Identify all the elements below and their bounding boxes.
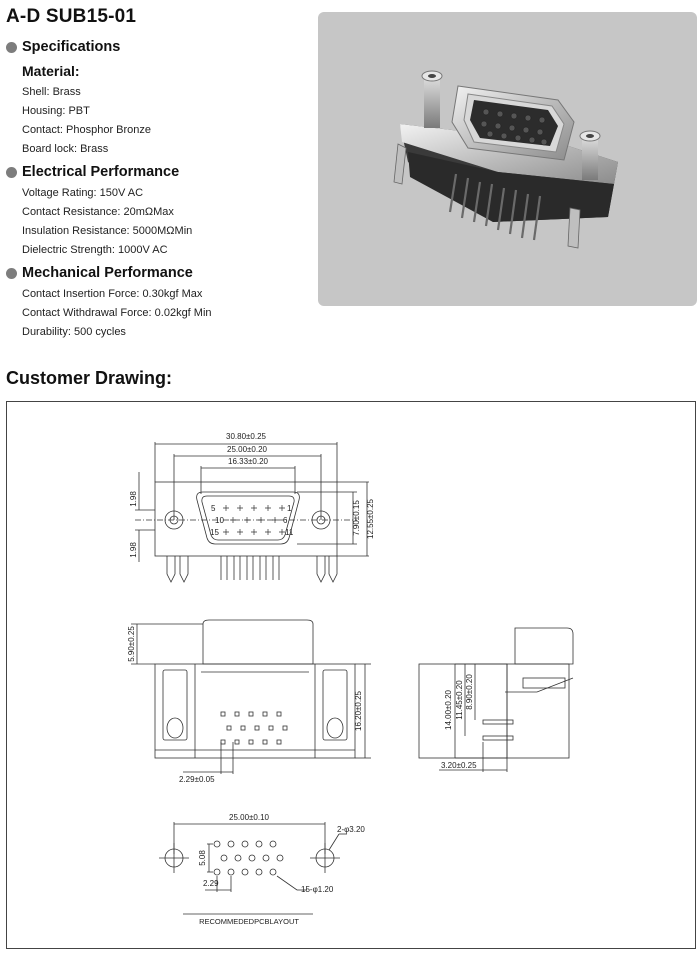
pin-label-15: 15	[210, 528, 219, 537]
pin-label-1: 1	[287, 504, 292, 513]
dim-shell-width: 16.33±0.20	[228, 457, 268, 466]
electrical-item: Contact Resistance: 20mΩMax	[22, 206, 174, 218]
pcb-layout-caption: RECOMMEDEDPCBLAYOUT	[199, 917, 299, 926]
dim-pcb-width: 25.00±0.10	[229, 813, 269, 822]
dim-side-b: 11.45±0.20	[455, 680, 464, 720]
dim-pcb-pins: 15-φ1.20	[301, 885, 334, 894]
mechanical-item: Durability: 500 cycles	[22, 326, 126, 338]
dim-overall-width: 30.80±0.25	[226, 432, 266, 441]
page-title: A-D SUB15-01	[6, 6, 137, 27]
electrical-item: Dielectric Strength: 1000V AC	[22, 244, 168, 256]
pin-label-6: 6	[283, 516, 288, 525]
dim-bottom-top: 5.90±0.25	[127, 626, 136, 662]
dim-left-top: 1.98	[129, 491, 138, 507]
bullet-icon	[6, 268, 17, 279]
material-item: Board lock: Brass	[22, 143, 109, 155]
connector-illustration	[318, 12, 697, 306]
bullet-icon	[6, 167, 17, 178]
dim-bottom-right: 16.20±0.25	[354, 691, 363, 731]
dim-side-a: 14.00±0.20	[444, 690, 453, 730]
specifications-heading	[6, 39, 120, 55]
material-heading: Material:	[22, 63, 80, 79]
dim-left-bottom: 1.98	[129, 542, 138, 558]
dim-pcb-pitch: 2.29	[203, 879, 219, 888]
dim-shell-height: 7.90±0.15	[352, 500, 361, 536]
pin-label-5: 5	[211, 504, 216, 513]
dim-side-c: 8.90±0.20	[465, 674, 474, 710]
material-item: Contact: Phosphor Bronze	[22, 124, 152, 136]
dim-mount-width: 25.00±0.20	[227, 445, 267, 454]
mechanical-heading-label: Mechanical Performance	[22, 265, 193, 281]
customer-drawing-heading: Customer Drawing:	[6, 368, 173, 388]
material-item: Shell: Brass	[22, 86, 81, 98]
pin-label-10: 10	[215, 516, 224, 525]
dim-bottom-pitch: 2.29±0.05	[179, 775, 215, 784]
mechanical-item: Contact Withdrawal Force: 0.02kgf Min	[22, 307, 212, 319]
electrical-item: Voltage Rating: 150V AC	[22, 187, 144, 199]
electrical-heading-label: Electrical Performance	[22, 164, 180, 180]
specifications-heading-label: Specifications	[22, 39, 121, 55]
electrical-heading	[6, 164, 179, 180]
mechanical-heading	[6, 265, 193, 281]
drawing-frame	[6, 401, 696, 949]
dim-side-d: 3.20±0.25	[441, 761, 477, 770]
pin-label-11: 11	[285, 528, 294, 537]
product-photo	[318, 12, 697, 306]
mechanical-item: Contact Insertion Force: 0.30kgf Max	[22, 288, 203, 300]
technical-drawing	[7, 402, 695, 948]
material-item: Housing: PBT	[22, 105, 90, 117]
dim-pcb-row: 5.08	[198, 850, 207, 866]
dim-pcb-hole: 2-φ3.20	[337, 825, 365, 834]
bullet-icon	[6, 42, 17, 53]
dim-total-height: 12.55±0.25	[366, 499, 375, 539]
electrical-item: Insulation Resistance: 5000MΩMin	[22, 225, 193, 237]
